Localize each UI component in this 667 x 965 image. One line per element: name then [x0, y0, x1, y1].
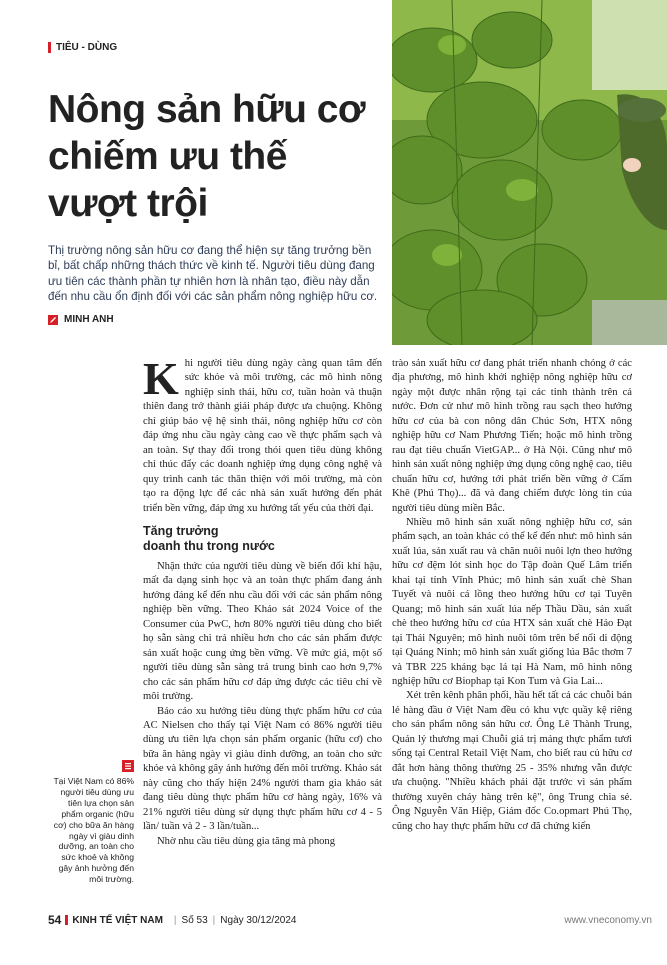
- headline-line-1: Nông sản hữu cơ: [48, 88, 366, 131]
- page-number: 54: [48, 913, 62, 927]
- paragraph-demand-start: Nhờ nhu cầu tiêu dùng gia tăng mà phong: [157, 835, 336, 847]
- headline-line-3: vượt trội: [48, 182, 208, 225]
- author-name: MINH ANH: [64, 314, 114, 325]
- cucumber-field-photo: [392, 0, 667, 345]
- sidebar-note-text: Tại Việt Nam có 86% người tiêu dùng ưu tiên lựa chọn sản phẩm organic (hữu cơ) cho bữa ăn hàng ngày vì giàu dinh dưỡng, an toàn cho sức khoẻ và không gây ảnh hưởng đến môi trường.: [53, 776, 134, 885]
- pen-icon: [48, 315, 58, 325]
- footer-accent-bar: [65, 915, 68, 925]
- intro-text: hi người tiêu dùng ngày càng quan tâm đến sức khỏe và môi trường, các mô hình nông nghiệp sinh thái, hữu cơ, tuần hoàn và thuận thiên đang trở thành giải pháp được ưa chuộng. Không chỉ giúp bảo vệ hệ sinh thái, nông nghiệp hữu cơ còn đáp ứng nhu cầu ngày càng cao về thực phẩm sạch và an toàn. Sự thay đổi trong thói quen tiêu dùng không chỉ thúc đẩy các doanh nghiệp ứng dụng công nghệ và quy trình canh tác thân thiện với môi trường, mà còn tạo ra động lực để các nhà sản xuất hướng đến phát triển bền vững, đáp ứng xu hướng tất yếu của thời đại.: [143, 358, 382, 514]
- article-column-1: [143, 353, 382, 849]
- subheading-line-2: doanh thu trong nước: [143, 538, 275, 553]
- article-column-2: [392, 357, 632, 834]
- paragraph-demand-continued: trào sản xuất hữu cơ đang phát triển nhanh chóng ở các địa phương, mô hình khởi nghiệp nông nghiệp hữu cơ ngày một được nhân rộng tại các tỉnh thành trên cả nước. Đơn cử như mô hình trồng rau sạch theo hướng hữu cơ của bà con nông dân Chúc Sơn, HTX nông nghiệp hữu cơ Nam Phương Tiến; hoặc mô hình trồng rau đạt tiêu chuẩn VietGAP... ở Hà Nội. Cũng như mô hình sản xuất nông nghiệp ứng dụng công nghệ cao, tiêu chuẩn hữu cơ, hướng tới phát triển bền vững ở Cẩm Khê (Phú Thọ)... đã và đang chiếm được lòng tin của người tiêu dùng miền Bắc.: [392, 358, 632, 514]
- section-tag: [48, 42, 117, 53]
- sidebar-note: [50, 760, 134, 885]
- paragraph-models: Nhiều mô hình sản xuất nông nghiệp hữu cơ, sản phẩm sạch, an toàn khác có thể kể đến như: mô hình sản xuất lúa, sản xuất rau và chăn nuôi nuôi lợn theo hướng hữu cơ đệm lót sinh học do Tập đoàn Quế Lâm triển khai tại tỉnh Vĩnh Phúc; mô hình sản xuất chè Shan Tuyết và nuôi cá lồng theo hướng hữu cơ tại Tuyên Quang; mô hình sản xuất lúa nếp Thầu Dầu, sản xuất chè theo hướng hữu cơ của HTX sản xuất chè Hảo Đạt tại Thái Nguyên; mô hình nuôi tôm trên bể nổi di động tại Quảng Ninh; mô hình sản xuất giống lúa Bắc thơm 7 và TBR 225 kháng bạc lá tại Hà Nam, mô hình nông nghiệp hữu cơ Biophap tại Kon Tum và Gia Lai...: [392, 516, 632, 687]
- section-accent-bar: [48, 42, 51, 53]
- paragraph-distribution: Xét trên kênh phân phối, hầu hết tất cả các chuỗi bán lẻ hàng đầu ở Việt Nam đều có khu vực quầy kệ riêng cho sản phẩm nông sản hữu cơ. Ông Lê Thành Trung, Quản lý thương mại Chuỗi giá trị mảng thực phẩm tươi sống tại Central Retail Việt Nam, cho biết rau củ hữu cơ đắt hơn hàng thông thường 25 - 35% nhưng vẫn được ưa chuộng. "Nhiều khách phải đặt trước vì sản phẩm thường xuyên cháy hàng trên kệ", ông Trung chia sẻ. Ông Nguyễn Văn Hiệp, Giám đốc Co.opmart Phú Thọ, cũng cho hay thực phẩm hữu cơ đã chứng kiến: [392, 690, 632, 832]
- footer-separator: |: [173, 914, 177, 926]
- paragraph-nielsen-report: Báo cáo xu hướng tiêu dùng thực phẩm hữu cơ của AC Nielsen cho thấy tại Việt Nam có 86% người tiêu dùng ưu tiên lựa chọn sản phẩm organic (hữu cơ) cho bữa ăn hàng ngày vì giàu dinh dưỡng, an toàn cho sức khỏe và không gây ảnh hưởng đến môi trường. Khảo sát này cũng cho thấy hiện 24% người tham gia khảo sát đang tiêu dùng thực phẩm hữu cơ hàng ngày, 16% và 21% người tiêu dùng sử dụng thực phẩm hữu cơ 4 - 5 lần/ tuần và 2 - 3 lần/tuần...: [143, 705, 382, 833]
- notes-icon: [122, 760, 134, 772]
- hero-photo: [392, 0, 667, 345]
- footer-separator: |: [212, 914, 216, 926]
- lede-paragraph: Thị trường nông sản hữu cơ đang thể hiện sự tăng trưởng bền bỉ, bất chấp những thách thức về kinh tế. Người tiêu dùng đang ưu tiên các thành phần tự nhiên hơn là nhân tạo, điều này dẫn đến nhu cầu ổn định đối với các sản phẩm nông nghiệp hữu cơ.: [48, 244, 378, 303]
- magazine-name: KINH TẾ VIỆT NAM: [72, 914, 163, 926]
- section-label: TIÊU - DÙNG: [56, 42, 118, 53]
- issue-number: Số 53: [181, 914, 208, 926]
- subheading-line-1: Tăng trưởng: [143, 523, 219, 538]
- page-footer: [48, 913, 652, 927]
- drop-cap: K: [143, 353, 179, 404]
- paragraph-pwc-survey: Nhận thức của người tiêu dùng về biến đổi khí hậu, mất đa dạng sinh học và an toàn thực phẩm đang ảnh hưởng đáng kể đến nhu cầu đối với các sản phẩm nông nghiệp bền vững. Theo Khảo sát 2024 Voice of the Consumer của PwC, hơn 80% người tiêu dùng cho biết họ sẵn sàng chi trả nhiều hơn cho các sản phẩm được sản xuất hoặc cung ứng bền vững. Về mức giá, một số người tiêu dùng sẵn sàng trả trung bình cao hơn 9,7% cho các sản phẩm hữu cơ đáp ứng được các tiêu chí về môi trường.: [143, 560, 382, 703]
- headline: [48, 86, 388, 227]
- paragraph-intro: [143, 353, 382, 516]
- website-link[interactable]: www.vneconomy.vn: [564, 914, 652, 926]
- headline-line-2: chiếm ưu thế: [48, 135, 287, 178]
- issue-date: Ngày 30/12/2024: [220, 914, 297, 926]
- subheading: [143, 524, 382, 554]
- author-byline: [48, 314, 114, 325]
